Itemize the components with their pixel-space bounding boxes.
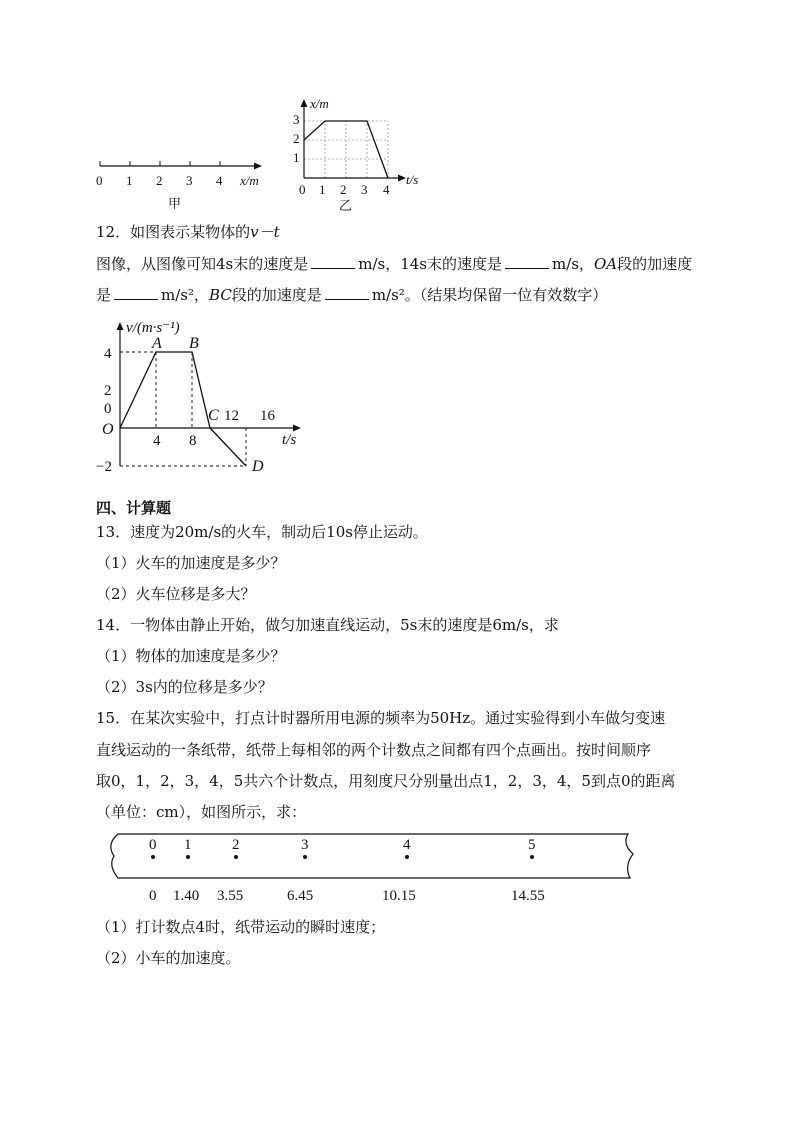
tape-dot-5 xyxy=(530,855,534,859)
caption-yi: 乙 xyxy=(339,198,353,213)
tape-point-4 xyxy=(403,837,411,859)
tick-label-4: 4 xyxy=(216,173,223,188)
q12-prefix: 12．如图表示某物体的 xyxy=(96,223,251,241)
axis-label-x: x/m xyxy=(240,173,259,188)
answer-blank-3[interactable] xyxy=(114,285,158,300)
x-tick-8: 8 xyxy=(189,433,197,449)
tape-dot-2 xyxy=(234,855,238,859)
tape-point-label-0: 0 xyxy=(149,837,157,853)
tape-distance-0: 0 xyxy=(149,888,157,904)
tape-dot-4 xyxy=(405,855,409,859)
q15-line1: 15．在某次实验中，打点计时器所用电源的频率为50Hz。通过实验得到小车做匀变速 xyxy=(96,709,666,727)
tick-label-2: 2 xyxy=(156,173,163,188)
q12-line1 xyxy=(96,222,280,242)
tape-point-3 xyxy=(301,837,309,859)
answer-blank-2[interactable] xyxy=(505,254,549,269)
y-axis-label: x/m xyxy=(310,96,329,111)
x-tick-4: 4 xyxy=(383,182,390,197)
y-tick-2: 2 xyxy=(104,383,112,399)
tape-distance-4: 10.15 xyxy=(382,888,416,904)
tape-distance-2: 3.55 xyxy=(217,888,244,904)
point-label-c: C xyxy=(208,407,219,424)
tape-dot-3 xyxy=(303,855,307,859)
q13-sub2: （2）火车位移是多大？ xyxy=(96,585,256,603)
q12-bc: BC xyxy=(209,286,232,304)
x-tick-1: 1 xyxy=(319,182,326,197)
caption-jia: 甲 xyxy=(168,196,182,210)
tick-label-0: 0 xyxy=(96,173,103,188)
tape-point-label-4: 4 xyxy=(403,837,411,853)
tape-distance-5: 14.55 xyxy=(511,888,545,904)
q15-line3: 取0，1，2，3，4，5共六个计数点，用刻度尺分别量出点1，2，3，4，5到点0的距离 xyxy=(96,772,676,790)
q12-text-e: 段的加速度 xyxy=(617,255,693,273)
x-tick-0: 0 xyxy=(299,182,306,197)
point-label-a: A xyxy=(152,335,162,352)
tape-point-label-2: 2 xyxy=(232,837,240,853)
q12-vt-var: v－t xyxy=(250,223,280,241)
q15-line4: （单位：cm），如图所示，求： xyxy=(96,803,307,821)
x-axis-label: t/s xyxy=(406,172,419,187)
tape-point-label-5: 5 xyxy=(528,837,536,853)
tick-label-1: 1 xyxy=(126,173,133,188)
q13-stem: 13．速度为20m/s的火车，制动后10s停止运动。 xyxy=(96,523,428,541)
figure-jia-number-line xyxy=(92,150,282,210)
q12-text-f: 是 xyxy=(96,286,112,304)
q15-sub1: （1）打计数点4时，纸带运动的瞬时速度； xyxy=(96,918,386,936)
x-tick-2: 2 xyxy=(340,182,347,197)
q15-sub2: （2）小车的加速度。 xyxy=(96,949,241,967)
y-tick-4: 4 xyxy=(104,346,112,362)
q15-line2: 直线运动的一条纸带，纸带上每相邻的两个计数点之间都有四个点画出。按时间顺序 xyxy=(96,741,652,759)
x-tick-12: 12 xyxy=(224,408,239,424)
answer-blank-1[interactable] xyxy=(311,254,355,269)
q14-sub2: （2）3s内的位移是多少？ xyxy=(96,678,273,696)
figure-yi-xt-graph xyxy=(286,94,426,214)
x-tick-3: 3 xyxy=(361,182,368,197)
x-tick-16: 16 xyxy=(260,408,275,424)
tape-point-2 xyxy=(232,837,240,859)
answer-blank-4[interactable] xyxy=(325,285,369,300)
tape-dot-0 xyxy=(151,855,155,859)
q12-text-g: m/s²， xyxy=(161,286,210,304)
paper-tape-figure xyxy=(100,826,640,908)
q12-text-c: m/s， xyxy=(552,255,594,273)
tape-point-label-3: 3 xyxy=(301,837,309,853)
tape-distance-3: 6.45 xyxy=(287,888,314,904)
x-tick-4: 4 xyxy=(153,433,161,449)
y-tick-neg2: −2 xyxy=(96,459,112,475)
tape-dot-1 xyxy=(186,855,190,859)
y-tick-1: 1 xyxy=(293,150,300,165)
point-label-b: B xyxy=(189,335,199,352)
q14-sub1: （1）物体的加速度是多少？ xyxy=(96,647,286,665)
q12-text-h: 段的加速度是 xyxy=(231,286,322,304)
q12-oa: OA xyxy=(594,255,618,273)
tick-label-3: 3 xyxy=(186,173,193,188)
tape-distance-1: 1.40 xyxy=(173,888,200,904)
y-axis-label: v/(m·s⁻¹) xyxy=(126,320,180,336)
tape-point-label-1: 1 xyxy=(184,837,192,853)
q14-stem: 14．一物体由静止开始，做匀加速直线运动，5s末的速度是6m/s，求 xyxy=(96,616,559,634)
q13-sub1: （1）火车的加速度是多少？ xyxy=(96,554,286,572)
tape-point-0 xyxy=(149,837,157,859)
number-line-ticks xyxy=(100,161,220,166)
q12-text-a: 图像，从图像可知4s末的速度是 xyxy=(96,255,309,273)
tape-point-1 xyxy=(184,837,192,859)
q12-line2 xyxy=(96,254,692,274)
q12-text-i: m/s²。（结果均保留一位有效数字） xyxy=(371,286,608,304)
y-tick-3: 3 xyxy=(293,112,300,127)
section-title: 四、计算题 xyxy=(96,499,172,517)
tape-point-5 xyxy=(528,837,536,859)
y-tick-0: 0 xyxy=(104,401,112,417)
q12-text-b: m/s，14s末的速度是 xyxy=(358,255,503,273)
grid-lines xyxy=(304,121,388,178)
q12-line3 xyxy=(96,285,607,305)
y-tick-2: 2 xyxy=(293,131,300,146)
x-axis-label: t/s xyxy=(282,432,297,448)
point-label-d: D xyxy=(252,458,264,475)
point-label-o: O xyxy=(102,421,114,438)
figure-vt-graph xyxy=(96,314,316,480)
